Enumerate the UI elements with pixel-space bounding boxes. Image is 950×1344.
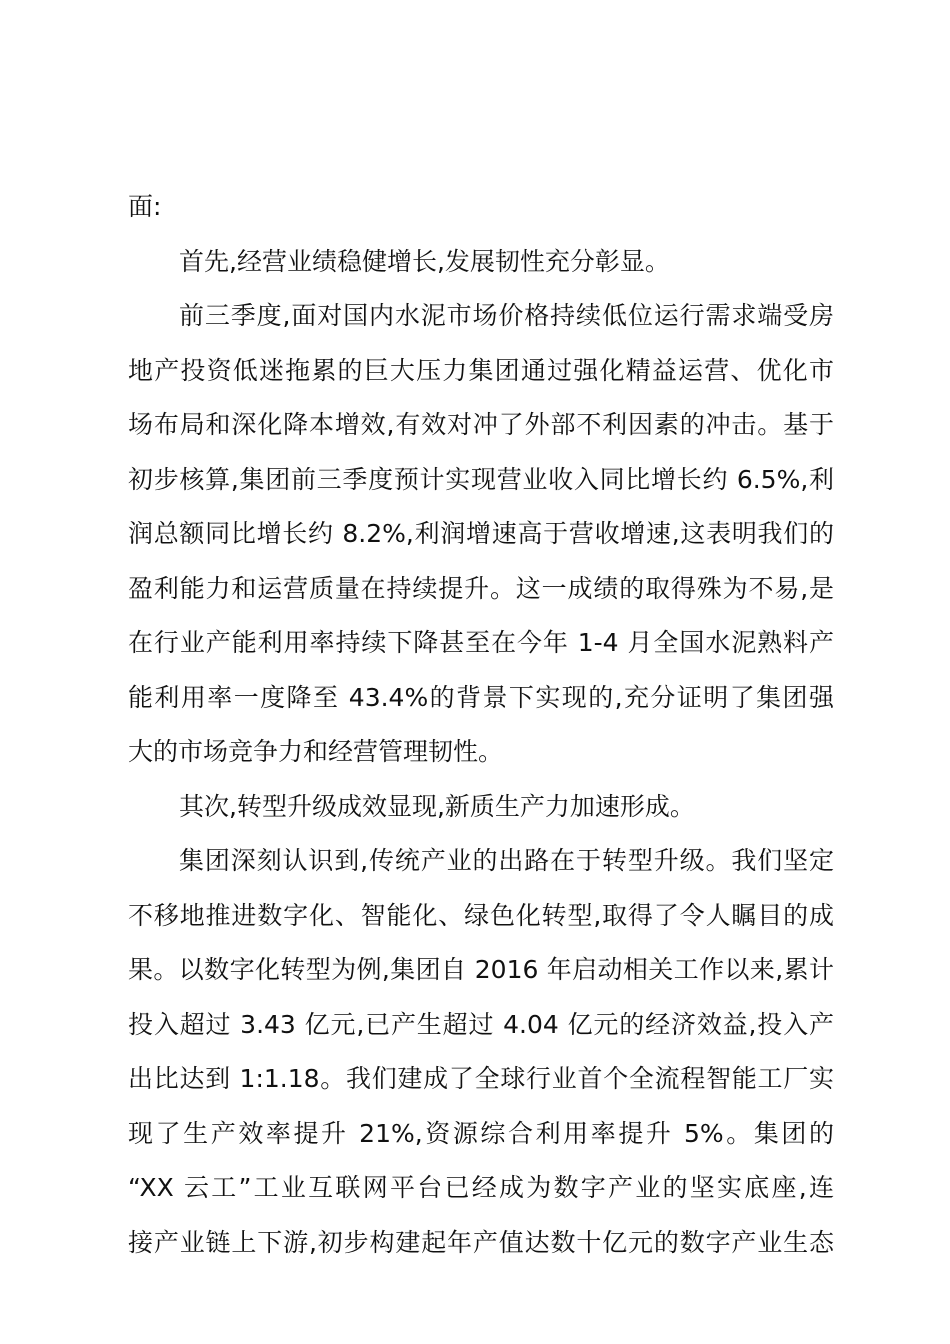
text-line: 面: — [128, 192, 162, 221]
text-line: 投入超过 3.43 亿元,已产生超过 4.04 亿元的经济效益,投入产 — [128, 1009, 834, 1039]
text-line: 出比达到 1:1.18。我们建成了全球行业首个全流程智能工厂实 — [128, 1064, 834, 1093]
text-line: 接产业链上下游,初步构建起年产值达数十亿元的数字产业生态 — [128, 1227, 834, 1257]
text-line: 集团深刻认识到,传统产业的出路在于转型升级。我们坚定 — [179, 846, 834, 875]
text-line: 果。以数字化转型为例,集团自 2016 年启动相关工作以来,累计 — [128, 955, 834, 984]
text-line: 场布局和深化降本增效,有效对冲了外部不利因素的冲击。基于 — [128, 410, 834, 439]
text-line: 能利用率一度降至 43.4%的背景下实现的,充分证明了集团强 — [128, 682, 834, 712]
text-line: 初步核算,集团前三季度预计实现营业收入同比增长约 6.5%,利 — [128, 464, 834, 494]
text-line: 地产投资低迷拖累的巨大压力集团通过强化精益运营、优化市 — [128, 355, 834, 385]
text-line: 不移地推进数字化、智能化、绿色化转型,取得了令人瞩目的成 — [128, 900, 834, 930]
section-heading: 其次,转型升级成效显现,新质生产力加速形成。 — [179, 791, 695, 821]
text-line: 大的市场竞争力和经营管理韧性。 — [128, 737, 504, 766]
text-line: “XX 云工”工业互联网平台已经成为数字产业的坚实底座,连 — [128, 1173, 834, 1202]
section-heading: 首先,经营业绩稳健增长,发展韧性充分彰显。 — [179, 246, 670, 276]
text-line: 在行业产能利用率持续下降甚至在今年 1-4 月全国水泥熟料产 — [128, 628, 834, 657]
document-body — [128, 180, 834, 1270]
text-line: 盈利能力和运营质量在持续提升。这一成绩的取得殊为不易,是 — [128, 573, 834, 603]
text-line: 润总额同比增长约 8.2%,利润增速高于营收增速,这表明我们的 — [128, 519, 834, 548]
text-line: 现了生产效率提升 21%,资源综合利用率提升 5%。集团的 — [128, 1118, 834, 1148]
text-line: 前三季度,面对国内水泥市场价格持续低位运行需求端受房 — [179, 301, 834, 330]
